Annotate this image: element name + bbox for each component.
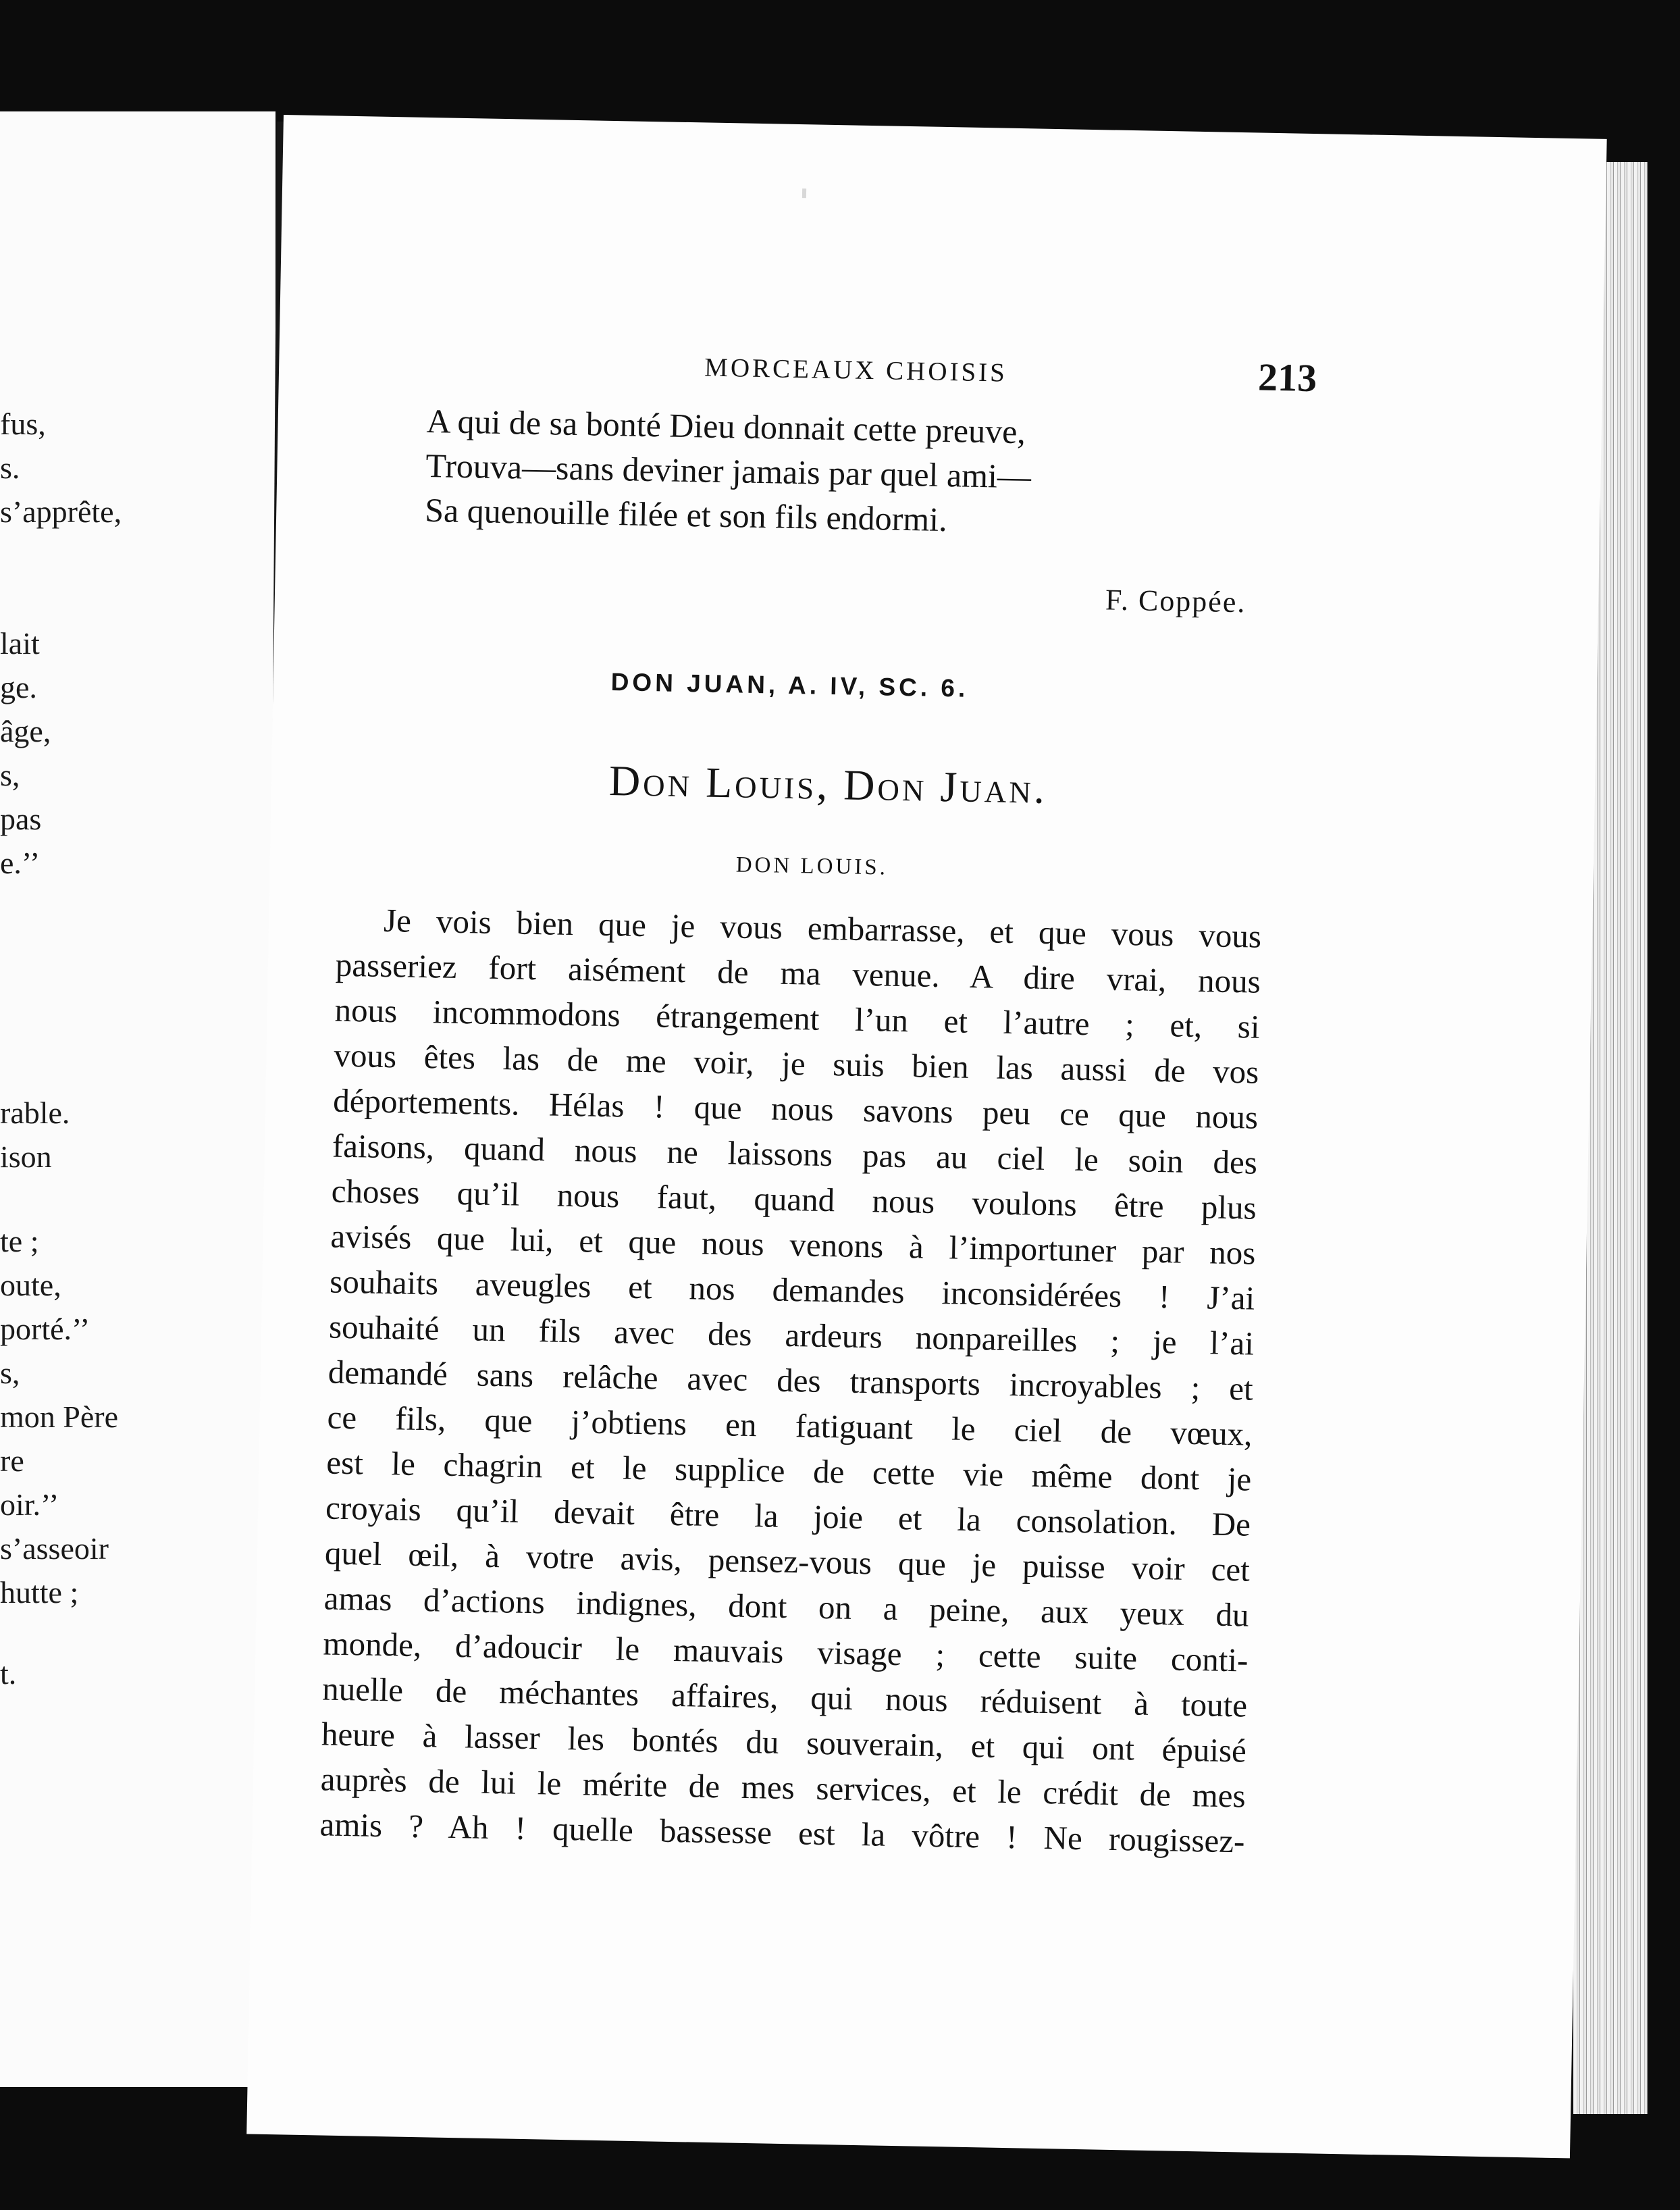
left-page-line: oute, bbox=[0, 1268, 61, 1302]
verse-line: A qui de sa bonté Dieu donnait cette preuve, bbox=[426, 401, 1026, 451]
prose-line: vous êtes las de me voir, je suis bien las aussi de vos bbox=[333, 1036, 1259, 1091]
left-page-line: s. bbox=[0, 451, 20, 485]
prose-line: heure à lasser les bontés du souverain, et qui ont épuisé bbox=[321, 1715, 1247, 1770]
verse-line: Trouva—sans deviner jamais par quel ami— bbox=[425, 446, 1032, 496]
left-page-line: pas bbox=[0, 802, 42, 836]
left-page-line: re bbox=[0, 1443, 24, 1478]
left-page-line: ge. bbox=[0, 670, 37, 704]
left-page-line: t. bbox=[0, 1656, 17, 1691]
left-page-line: fus, bbox=[0, 407, 46, 441]
prose-line: quel œil, à votre avis, pensez-vous que je puisse voir cet bbox=[324, 1534, 1251, 1589]
prose-line: avisés que lui, et que nous venons à l’importuner par nos bbox=[330, 1217, 1256, 1272]
prose-line: choses qu’il nous faut, quand nous voulons être plus bbox=[331, 1172, 1257, 1227]
prose-line: souhaits aveugles et nos demandes inconsidérées ! J’ai bbox=[329, 1262, 1255, 1317]
prose-line: Je vois bien que je vous embarrasse, et que vous vous bbox=[383, 901, 1262, 955]
left-page-line: ison bbox=[0, 1139, 52, 1174]
left-page-line: porté.’’ bbox=[0, 1312, 90, 1346]
speaker-name: DON LOUIS. bbox=[735, 852, 889, 880]
prose-line: monde, d’adoucir le mauvais visage ; cette suite conti- bbox=[323, 1624, 1249, 1679]
prose-line: demandé sans relâche avec des transports incroyables ; et bbox=[327, 1353, 1254, 1408]
prose-line: déportements. Hélas ! que nous savons peu ce que nous bbox=[332, 1081, 1259, 1136]
running-head: MORCEAUX CHOISIS bbox=[704, 353, 1008, 388]
prose-line: croyais qu’il devait être la joie et la consolation. De bbox=[325, 1489, 1251, 1543]
prose-line: nous incommodons étrangement l’un et l’autre ; et, si bbox=[334, 991, 1261, 1046]
left-page-line: te ; bbox=[0, 1224, 39, 1258]
left-page-line: hutte ; bbox=[0, 1575, 79, 1610]
right-page bbox=[246, 115, 1606, 2158]
scan-speck bbox=[802, 188, 806, 198]
left-page-line: âge, bbox=[0, 714, 51, 748]
prose-line: ce fils, que j’obtiens en fatiguant le ciel de vœux, bbox=[327, 1398, 1253, 1453]
prose-line: nuelle de méchantes affaires, qui nous réduisent à toute bbox=[321, 1670, 1248, 1724]
prose-line: faisons, quand nous ne laissons pas au ciel le soin des bbox=[332, 1127, 1258, 1181]
left-page-line: s’apprête, bbox=[0, 494, 122, 529]
prose-line: amas d’actions indignes, dont on a peine, aux yeux du bbox=[323, 1579, 1250, 1634]
section-heading: DON JUAN, A. IV, SC. 6. bbox=[610, 668, 969, 702]
page-number: 213 bbox=[1257, 355, 1317, 401]
left-page-line: e.’’ bbox=[0, 846, 41, 880]
verse-line: Sa quenouille filée et son fils endormi. bbox=[424, 490, 948, 539]
scene-title: Don Louis, Don Juan. bbox=[608, 756, 1048, 813]
prose-line: auprès de lui le mérite de mes services, et le crédit de mes bbox=[320, 1760, 1246, 1815]
prose-line: passeriez fort aisément de ma venue. A dire vrai, nous bbox=[335, 946, 1261, 1000]
left-page-line: s, bbox=[0, 1356, 20, 1390]
prose-line: est le chagrin et le supplice de cette vie même dont je bbox=[325, 1443, 1252, 1498]
left-page-line: s’asseoir bbox=[0, 1531, 109, 1566]
left-page-line: mon Père bbox=[0, 1399, 119, 1434]
left-page-line: lait bbox=[0, 626, 40, 661]
left-page-line: oir.’’ bbox=[0, 1487, 59, 1522]
left-page-line: rable. bbox=[0, 1096, 70, 1130]
left-page-line: s, bbox=[0, 758, 20, 792]
left-page bbox=[0, 111, 275, 2087]
attribution: F. Coppée. bbox=[1105, 583, 1246, 619]
prose-line: souhaité un fils avec des ardeurs nonpareilles ; je l’ai bbox=[328, 1308, 1255, 1362]
prose-line: amis ? Ah ! quelle bassesse est la vôtre ! Ne rougissez- bbox=[319, 1805, 1245, 1860]
